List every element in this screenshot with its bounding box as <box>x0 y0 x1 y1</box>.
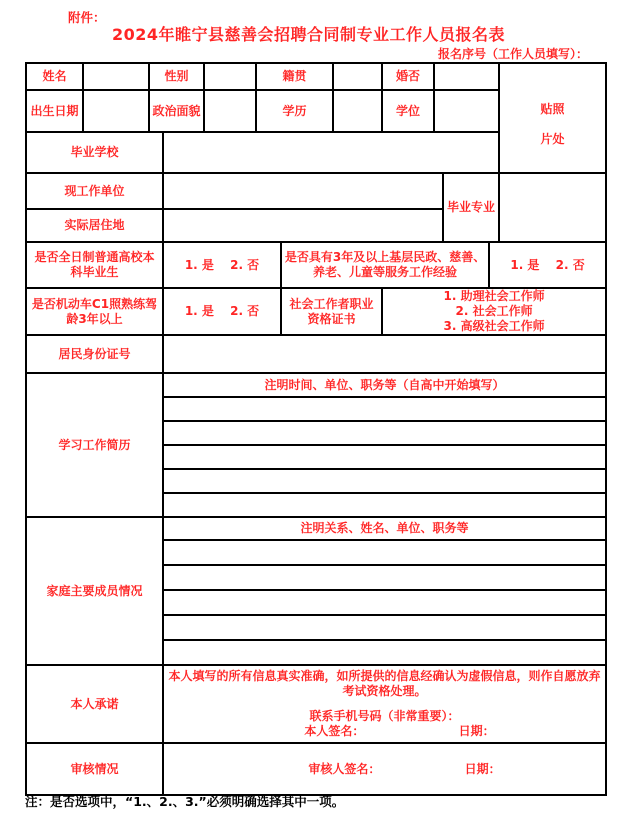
photo-label-line1: 贴照 <box>540 102 565 116</box>
resume-entry-cell[interactable] <box>163 493 606 517</box>
marital-label: 婚否 <box>382 63 434 90</box>
driver-options-cell[interactable]: 1. 是 2. 否 <box>163 288 281 335</box>
resume-header-row <box>26 373 606 397</box>
major-input-cell[interactable] <box>499 173 606 242</box>
serial-number-label: 报名序号（工作人员填写）： <box>437 47 588 61</box>
family-entry-cell[interactable] <box>163 540 606 565</box>
row-basic-1 <box>26 63 606 90</box>
graduate-school-input-cell[interactable] <box>163 132 499 173</box>
experience-options-cell[interactable]: 1. 是 2. 否 <box>489 242 606 288</box>
gender-label: 性别 <box>149 63 204 90</box>
cert-option-3[interactable]: 3. 高级社会工作师 <box>443 319 545 333</box>
family-entry-cell[interactable] <box>163 640 606 665</box>
id-number-input-cell[interactable] <box>163 335 606 373</box>
political-status-input-cell[interactable] <box>204 90 256 132</box>
cert-option-1[interactable]: 1. 助理社会工作师 <box>443 289 545 303</box>
driver-question-label: 是否机动车C1照熟练驾龄3年以上 <box>26 288 163 335</box>
review-label: 审核情况 <box>26 743 163 795</box>
gender-input-cell[interactable] <box>204 63 256 90</box>
pledge-date-label[interactable]: 日期： <box>458 724 495 738</box>
cert-options-cell[interactable] <box>382 288 606 335</box>
row-driver-question <box>26 288 606 335</box>
resume-entry-cell[interactable] <box>163 445 606 469</box>
pledge-signature-line <box>196 724 603 739</box>
major-label: 毕业专业 <box>443 173 499 242</box>
graduate-school-label: 毕业学校 <box>26 132 163 173</box>
native-place-label: 籍贯 <box>256 63 333 90</box>
residence-label: 实际居住地 <box>26 209 163 242</box>
review-content-cell <box>163 743 606 795</box>
review-row <box>26 743 606 795</box>
current-employer-label: 现工作单位 <box>26 173 163 209</box>
resume-section-label: 学习工作简历 <box>26 373 163 517</box>
row-current-employer <box>26 173 606 209</box>
id-number-label: 居民身份证号 <box>26 335 163 373</box>
fulltime-options-cell[interactable]: 1. 是 2. 否 <box>163 242 281 288</box>
family-entry-cell[interactable] <box>163 615 606 640</box>
marital-input-cell[interactable] <box>434 63 499 90</box>
page-title: 2024年睢宁县慈善会招聘合同制专业工作人员报名表 <box>111 25 506 44</box>
phone-number-label[interactable]: 联系手机号码（非常重要）： <box>309 709 460 723</box>
name-input-cell[interactable] <box>83 63 149 90</box>
reviewer-signature-label[interactable]: 审核人签名： <box>308 761 381 776</box>
resume-entry-cell[interactable] <box>163 421 606 445</box>
education-input-cell[interactable] <box>333 90 382 132</box>
attachment-label: 附件： <box>68 10 106 25</box>
fulltime-question-label: 是否全日制普通高校本科毕业生 <box>26 242 163 288</box>
native-place-input-cell[interactable] <box>333 63 382 90</box>
pledge-row <box>26 665 606 743</box>
family-header-row <box>26 517 606 540</box>
birth-date-label: 出生日期 <box>26 90 83 132</box>
residence-input-cell[interactable] <box>163 209 443 242</box>
education-label: 学历 <box>256 90 333 132</box>
resume-entry-cell[interactable] <box>163 469 606 493</box>
review-signature-line <box>206 762 603 777</box>
pledge-statement: 本人填写的所有信息真实准确，如所提供的信息经确认为虚假信息，则作自愿放弃考试资格处理。 <box>168 669 601 698</box>
applicant-signature-label[interactable]: 本人签名： <box>304 724 365 738</box>
footnote: 注：是否选项中，“1.、2.、3.”必须明确选择其中一项。 <box>25 794 345 809</box>
degree-label: 学位 <box>382 90 434 132</box>
political-status-label: 政治面貌 <box>149 90 204 132</box>
pledge-content-cell <box>163 665 606 743</box>
photo-area <box>499 63 606 173</box>
cert-label: 社会工作者职业资格证书 <box>281 288 382 335</box>
resume-entry-cell[interactable] <box>163 397 606 421</box>
family-entry-cell[interactable] <box>163 590 606 615</box>
family-entry-cell[interactable] <box>163 565 606 590</box>
experience-question-label: 是否具有3年及以上基层民政、慈善、养老、儿童等服务工作经验 <box>281 242 489 288</box>
current-employer-input-cell[interactable] <box>163 173 443 209</box>
row-fulltime-question <box>26 242 606 288</box>
pledge-label: 本人承诺 <box>26 665 163 743</box>
name-label: 姓名 <box>26 63 83 90</box>
degree-input-cell[interactable] <box>434 90 499 132</box>
birth-date-input-cell[interactable] <box>83 90 149 132</box>
row-id-number <box>26 335 606 373</box>
resume-header: 注明时间、单位、职务等（自高中开始填写） <box>163 373 606 397</box>
photo-label-line2: 片处 <box>540 132 565 146</box>
family-header: 注明关系、姓名、单位、职务等 <box>163 517 606 540</box>
family-section-label: 家庭主要成员情况 <box>26 517 163 665</box>
cert-option-2[interactable]: 2. 社会工作师 <box>455 304 533 318</box>
registration-form-table <box>25 62 607 796</box>
review-date-label[interactable]: 日期： <box>464 761 501 776</box>
